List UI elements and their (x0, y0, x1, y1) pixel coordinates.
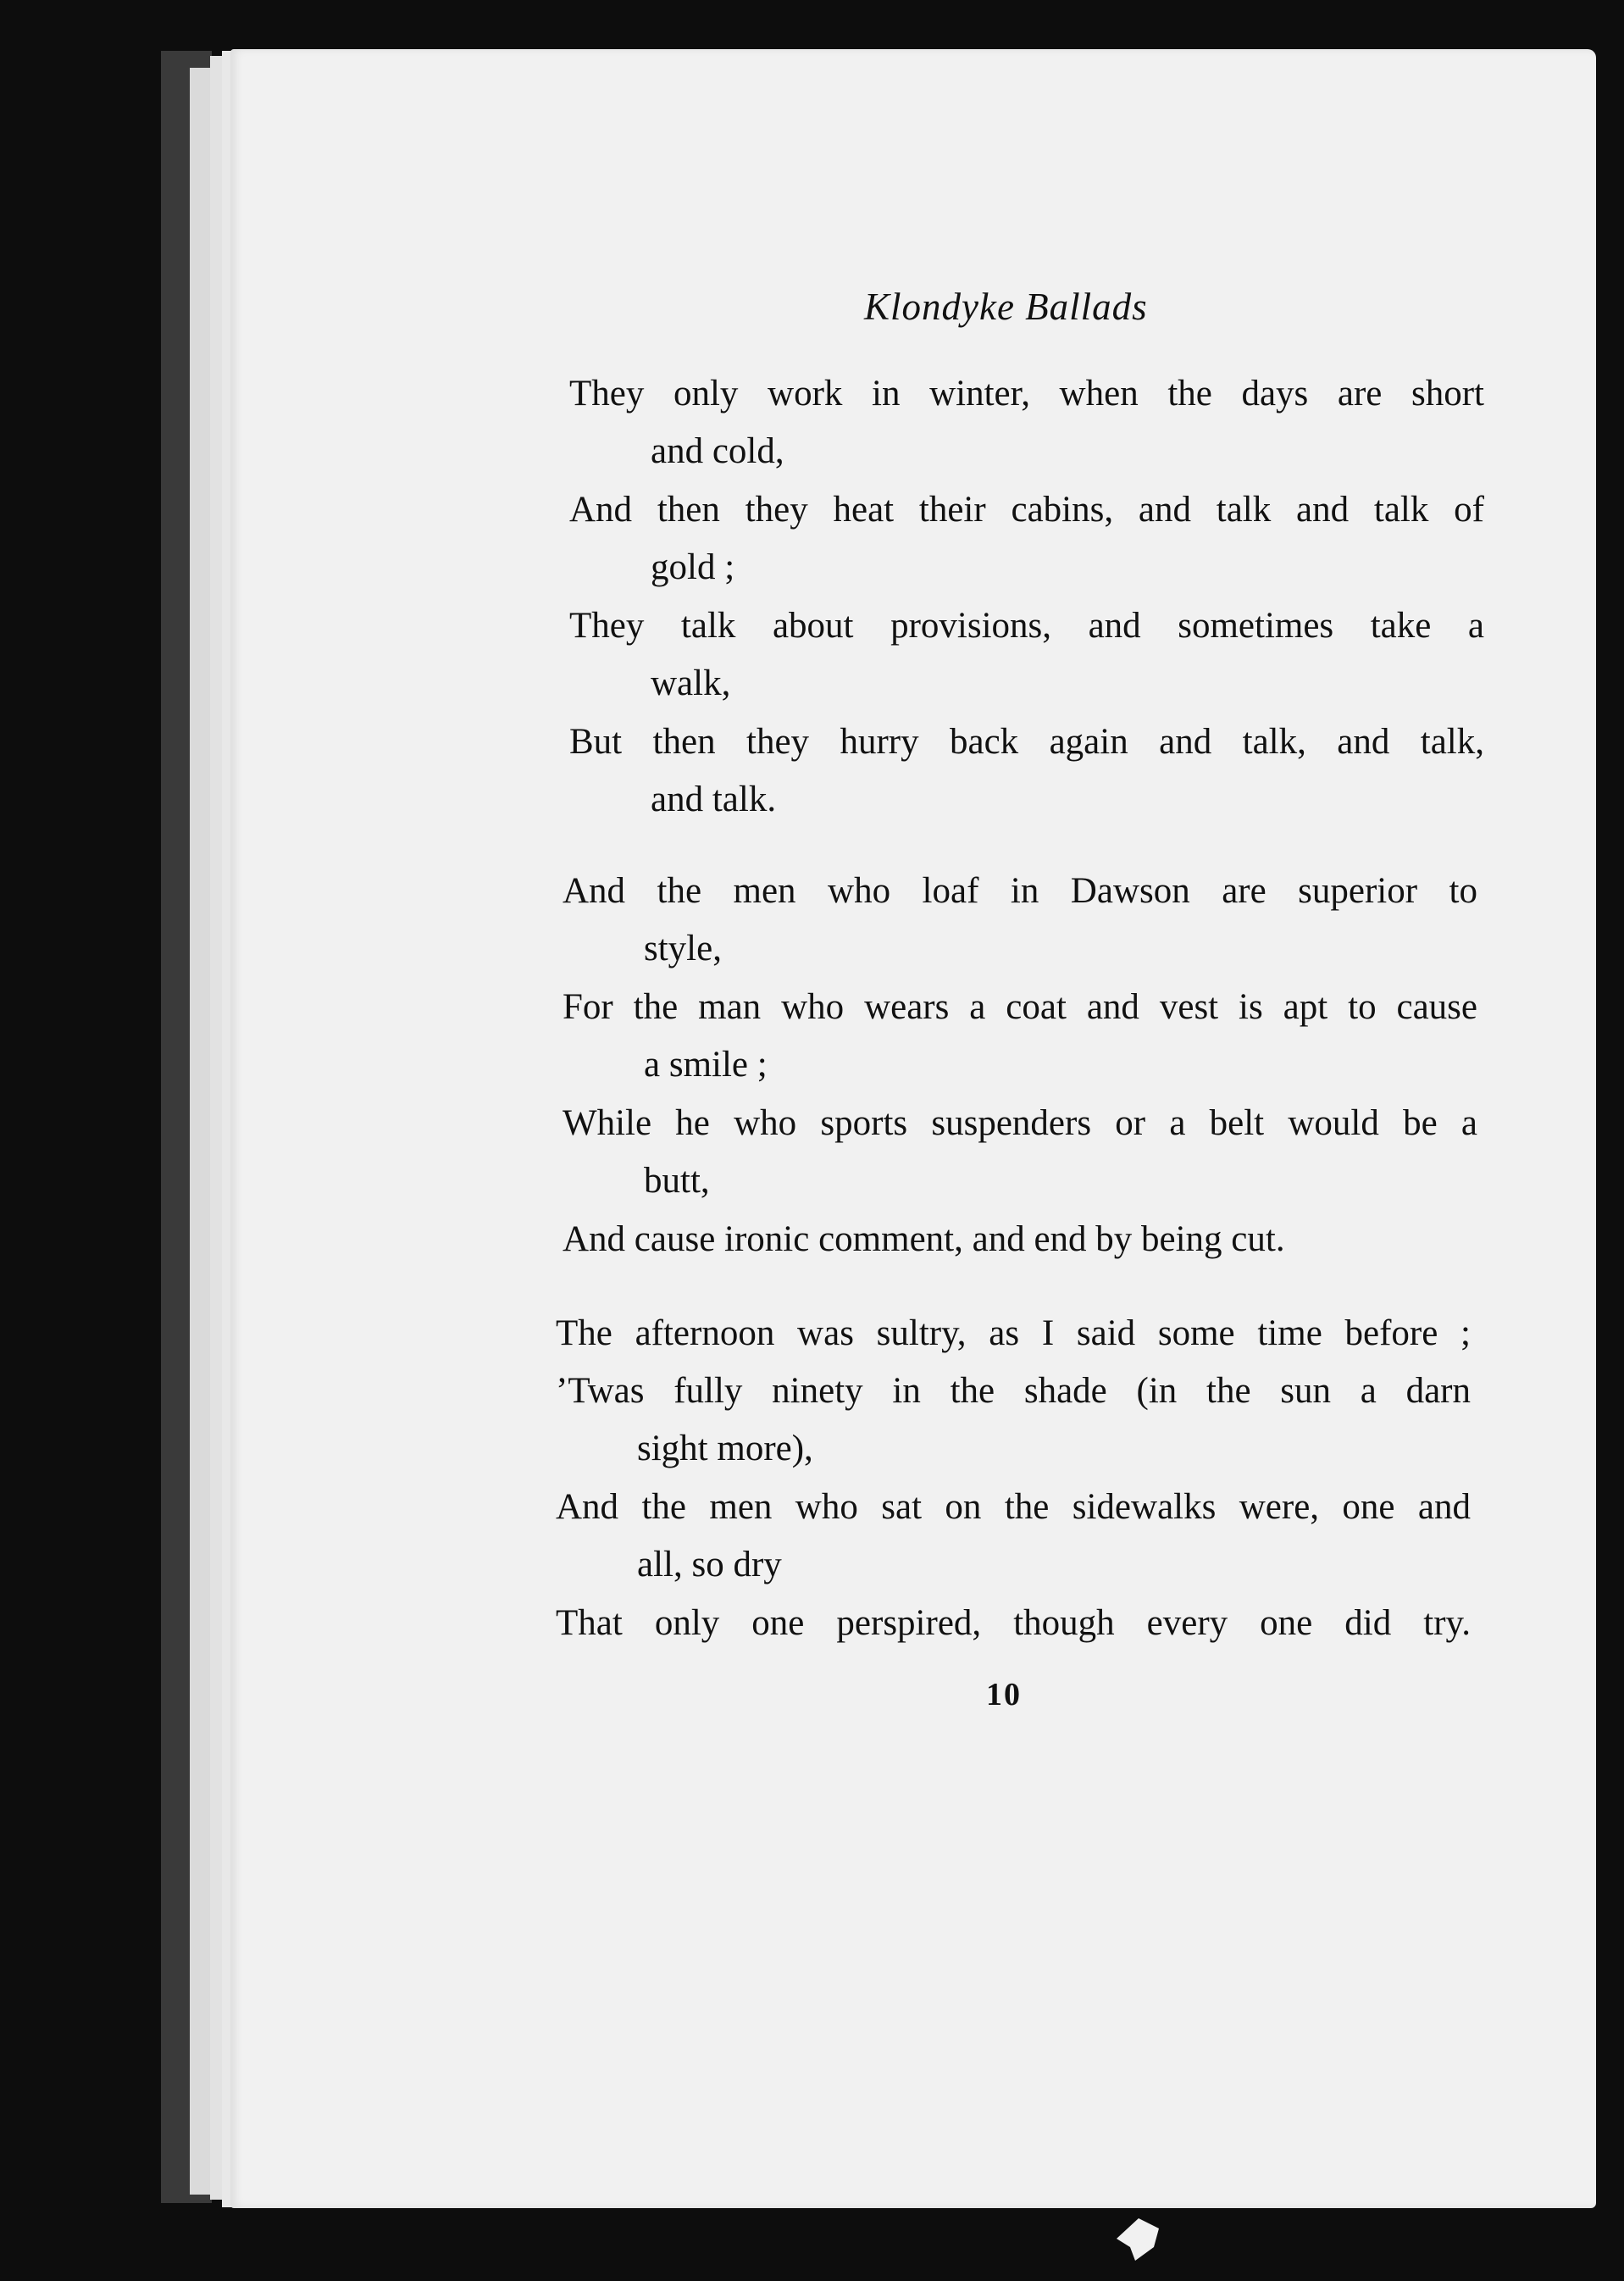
line-text: They only work in winter, when the days are short (569, 374, 1484, 413)
line-continuation: and talk. (651, 780, 777, 819)
stanza-2 (563, 873, 1477, 1279)
line-text: And the men who sat on the sidewalks were, one and (556, 1487, 1471, 1527)
verse-line (569, 724, 1484, 840)
line-continuation: a smile ; (644, 1045, 768, 1085)
stanza-3 (556, 1315, 1471, 1662)
torn-paper-fragment (1110, 2213, 1169, 2264)
line-text: And the men who loaf in Dawson are superior to (563, 871, 1477, 911)
verse-line (556, 1315, 1471, 1373)
line-continuation: style, (644, 929, 722, 968)
verse-line (569, 375, 1484, 491)
line-text: And then they heat their cabins, and talk and talk of (569, 490, 1484, 530)
line-text: For the man who wears a coat and vest is apt to cause (563, 987, 1477, 1027)
verse-line (556, 1373, 1471, 1489)
verse-line (563, 1105, 1477, 1221)
line-text: While he who sports suspenders or a belt would be a (563, 1103, 1477, 1143)
stanza-1 (569, 375, 1484, 840)
line-continuation: and cold, (651, 431, 784, 471)
verse-line (556, 1605, 1471, 1662)
line-text: But then they hurry back again and talk, and talk, (569, 722, 1484, 762)
line-continuation: gold ; (651, 547, 735, 587)
line-continuation: all, so dry (637, 1545, 782, 1584)
verse-line (563, 873, 1477, 989)
line-text: The afternoon was sultry, as I said some time before ; (556, 1313, 1471, 1353)
verse-line (563, 989, 1477, 1105)
verse-line (556, 1489, 1471, 1605)
verse-line (563, 1221, 1477, 1279)
verse-line (569, 608, 1484, 724)
page-number: 10 (986, 1677, 1022, 1712)
line-continuation: butt, (644, 1161, 710, 1201)
line-text: And cause ironic comment, and end by being cut. (563, 1219, 1285, 1259)
line-text: They talk about provisions, and sometimes take a (569, 606, 1484, 646)
verse-line (569, 491, 1484, 608)
running-head: Klondyke Ballads (864, 286, 1148, 328)
line-continuation: walk, (651, 663, 731, 703)
line-text: ’Twas fully ninety in the shade (in the sun a darn (556, 1371, 1471, 1411)
line-continuation: sight more), (637, 1429, 813, 1468)
line-text: That only one perspired, though every one did try. (556, 1603, 1471, 1643)
